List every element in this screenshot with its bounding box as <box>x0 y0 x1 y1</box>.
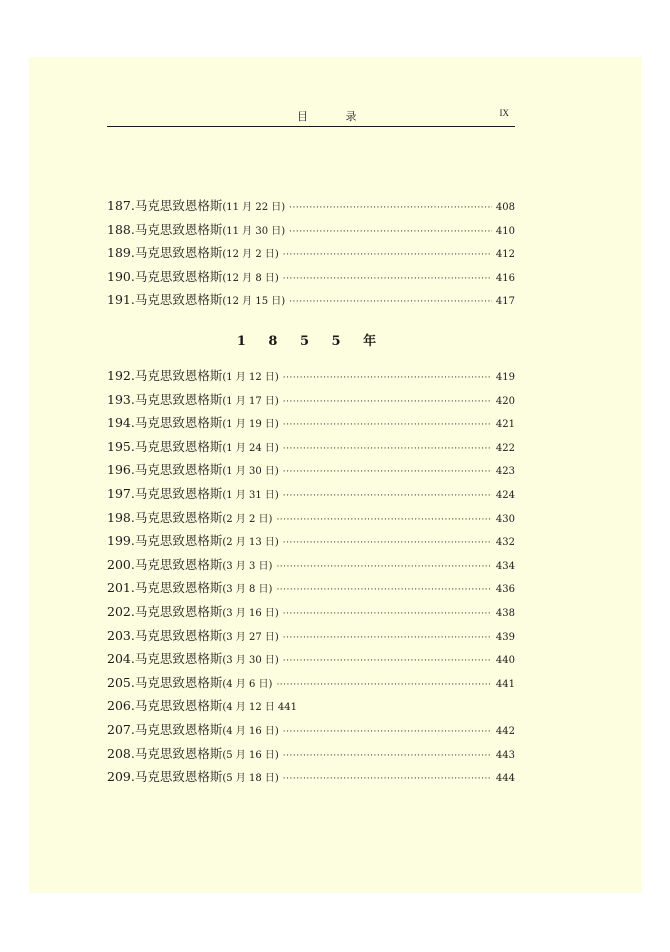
toc-entry[interactable] <box>107 267 515 291</box>
entry-date: (1 月 31 日) <box>222 489 279 501</box>
entry-number: 193. <box>107 391 135 407</box>
entry-number: 189. <box>107 245 135 261</box>
entry-date: (11 月 30 日) <box>222 225 286 237</box>
toc-entry[interactable] <box>107 744 515 768</box>
entry-page-number: 444 <box>495 773 515 785</box>
entry-date: (1 月 24 日) <box>222 442 279 454</box>
dot-leader <box>283 397 492 407</box>
dot-leader <box>283 467 492 477</box>
entry-title: 马克思致恩格斯 <box>134 745 223 761</box>
toc-list-1854 <box>107 196 515 314</box>
dot-leader <box>289 227 492 237</box>
entry-number: 194. <box>107 415 135 431</box>
entry-date: (2 月 13 日) <box>222 537 279 549</box>
entry-date: (1 月 30 日) <box>222 466 279 478</box>
entry-number: 203. <box>107 627 135 643</box>
entry-number: 199. <box>107 533 135 549</box>
entry-date: (5 月 18 日) <box>222 773 279 785</box>
entry-number: 190. <box>107 268 135 284</box>
entry-number: 196. <box>107 462 135 478</box>
entry-title: 马克思致恩格斯 <box>134 198 223 213</box>
entry-date: (1 月 17 日) <box>222 395 279 407</box>
entry-title: 马克思致恩格斯 <box>134 698 223 714</box>
entry-date: (3 月 16 日) <box>222 607 279 619</box>
entry-date: (2 月 2 日) <box>222 513 273 525</box>
entry-title: 马克思致恩格斯 <box>134 268 223 284</box>
entry-title: 马克思致恩格斯 <box>134 556 223 572</box>
entry-page-number: 441 <box>495 678 515 690</box>
dot-leader <box>283 538 492 548</box>
entry-title: 马克思致恩格斯 <box>134 533 223 549</box>
toc-entry[interactable] <box>107 649 515 673</box>
entry-page-number: 441 <box>277 702 297 714</box>
entry-title: 马克思致恩格斯 <box>134 627 223 643</box>
toc-entry[interactable] <box>107 220 515 244</box>
entry-title: 马克思致恩格斯 <box>134 651 223 667</box>
toc-entry[interactable] <box>107 460 515 484</box>
entry-date: (5 月 16 日) <box>222 749 279 761</box>
entry-number: 206. <box>107 698 135 714</box>
entry-title: 马克思致恩格斯 <box>134 603 223 619</box>
entry-date: (1 月 12 日) <box>222 372 279 383</box>
entry-date: (11 月 22 日) <box>222 202 286 213</box>
dot-leader <box>283 727 492 737</box>
entry-title: 马克思致恩格斯 <box>134 580 223 596</box>
entry-number: 192. <box>107 368 135 383</box>
entry-date: (3 月 8 日) <box>222 584 273 596</box>
header-page-numeral: IX <box>499 108 509 118</box>
dot-leader <box>283 444 492 454</box>
entry-number: 204. <box>107 651 135 667</box>
dot-leader <box>276 515 491 525</box>
dot-leader <box>289 203 492 213</box>
toc-entry[interactable] <box>107 484 515 508</box>
section-year-heading: 1 8 5 5 年 <box>236 334 386 349</box>
entry-number: 195. <box>107 438 135 454</box>
entry-page-number: 419 <box>495 372 515 383</box>
dot-leader <box>283 491 492 501</box>
dot-leader <box>283 609 492 619</box>
toc-entry[interactable] <box>107 696 515 720</box>
toc-entry[interactable] <box>107 673 515 697</box>
entry-number: 202. <box>107 603 135 619</box>
entry-page-number: 412 <box>495 249 515 261</box>
dot-leader <box>276 585 491 595</box>
entry-date: (12 月 15 日) <box>222 296 286 308</box>
entry-number: 200. <box>107 556 135 572</box>
toc-entry[interactable] <box>107 531 515 555</box>
entry-page-number: 443 <box>495 749 515 761</box>
entry-page-number: 410 <box>495 225 515 237</box>
dot-leader <box>283 274 492 284</box>
entry-number: 191. <box>107 292 135 308</box>
toc-entry[interactable] <box>107 626 515 650</box>
entry-page-number: 420 <box>495 395 515 407</box>
entry-number: 207. <box>107 721 135 737</box>
entry-number: 209. <box>107 769 135 785</box>
entry-page-number: 430 <box>495 513 515 525</box>
entry-page-number: 432 <box>495 537 515 549</box>
entry-title: 马克思致恩格斯 <box>134 769 223 785</box>
entry-page-number: 417 <box>495 296 515 308</box>
entry-date: (3 月 3 日) <box>222 560 273 572</box>
entry-date: (1 月 19 日) <box>222 419 279 431</box>
entry-page-number: 408 <box>495 202 515 213</box>
toc-list-1855 <box>107 366 515 791</box>
entry-title: 马克思致恩格斯 <box>134 485 223 501</box>
entry-page-number: 421 <box>495 419 515 431</box>
entry-title: 马克思致恩格斯 <box>134 462 223 478</box>
entry-page-number: 424 <box>495 489 515 501</box>
entry-page-number: 440 <box>495 655 515 667</box>
entry-page-number: 422 <box>495 442 515 454</box>
toc-entry[interactable] <box>107 720 515 744</box>
dot-leader <box>276 562 491 572</box>
toc-entry[interactable] <box>107 243 515 267</box>
dot-leader <box>283 250 492 260</box>
entry-number: 208. <box>107 745 135 761</box>
dot-leader <box>289 297 492 307</box>
entry-page-number: 423 <box>495 466 515 478</box>
entry-title: 马克思致恩格斯 <box>134 674 223 690</box>
entry-number: 188. <box>107 221 135 237</box>
toc-entry[interactable] <box>107 196 515 220</box>
entry-date: (12 月 2 日) <box>222 249 279 261</box>
dot-leader <box>283 420 492 430</box>
entry-page-number: 438 <box>495 607 515 619</box>
dot-leader <box>283 633 492 643</box>
header-title: 目 录 <box>297 110 374 123</box>
toc-entry[interactable] <box>107 602 515 626</box>
entry-page-number: 416 <box>495 272 515 284</box>
entry-title: 马克思致恩格斯 <box>134 368 223 383</box>
toc-entry[interactable] <box>107 390 515 414</box>
entry-title: 马克思致恩格斯 <box>134 245 223 261</box>
toc-entry[interactable] <box>107 508 515 532</box>
entry-page-number: 434 <box>495 560 515 572</box>
toc-entry[interactable] <box>107 290 515 314</box>
entry-title: 马克思致恩格斯 <box>134 415 223 431</box>
entry-number: 198. <box>107 509 135 525</box>
toc-entry[interactable] <box>107 366 515 390</box>
entry-title: 马克思致恩格斯 <box>134 721 223 737</box>
entry-number: 201. <box>107 580 135 596</box>
toc-entry[interactable] <box>107 578 515 602</box>
entry-title: 马克思致恩格斯 <box>134 509 223 525</box>
toc-entry[interactable] <box>107 555 515 579</box>
entry-date: (3 月 30 日) <box>222 655 279 667</box>
entry-date: (12 月 8 日) <box>222 272 279 284</box>
entry-page-number: 436 <box>495 584 515 596</box>
dot-leader <box>283 751 492 761</box>
entry-date: (4 月 6 日) <box>222 678 273 690</box>
toc-entry[interactable] <box>107 437 515 461</box>
entry-page-number: 439 <box>495 631 515 643</box>
entry-title: 马克思致恩格斯 <box>134 438 223 454</box>
entry-date: (3 月 27 日) <box>222 631 279 643</box>
dot-leader <box>283 656 492 666</box>
entry-title: 马克思致恩格斯 <box>134 391 223 407</box>
entry-title: 马克思致恩格斯 <box>134 221 223 237</box>
entry-page-number: 442 <box>495 725 515 737</box>
entry-date: (4 月 16 日) <box>222 725 279 737</box>
toc-entry[interactable] <box>107 767 515 791</box>
dot-leader <box>283 774 492 784</box>
entry-number: 205. <box>107 674 135 690</box>
page-header <box>107 104 515 127</box>
toc-entry[interactable] <box>107 413 515 437</box>
entry-title: 马克思致恩格斯 <box>134 292 223 308</box>
dot-leader <box>283 373 492 383</box>
entry-number: 197. <box>107 485 135 501</box>
entry-date: (4 月 12 日 <box>222 702 275 714</box>
entry-number: 187. <box>107 198 135 213</box>
dot-leader <box>276 680 491 690</box>
